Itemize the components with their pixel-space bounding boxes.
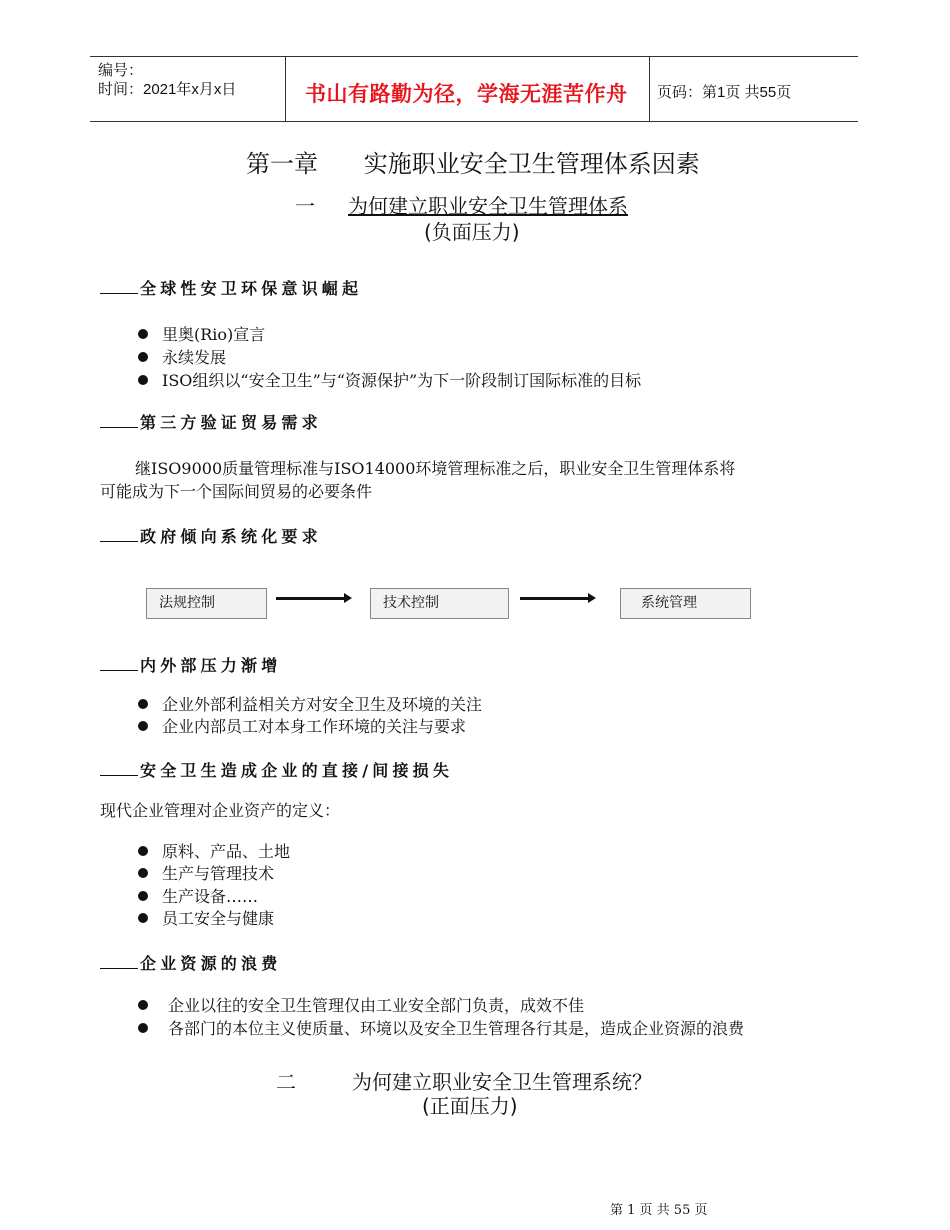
list-item	[138, 322, 265, 345]
topic-blank-line	[100, 762, 138, 776]
document-number-label: 编号：	[98, 62, 144, 79]
topic-heading	[100, 276, 362, 299]
topic-heading-text: 企业资源的浪费	[140, 954, 282, 973]
topic-blank-line	[100, 955, 138, 969]
topic-blank-line	[100, 528, 138, 542]
bullet-icon	[138, 352, 148, 362]
topic-heading	[100, 758, 453, 781]
list-item-text: 生产设备……	[162, 887, 259, 906]
list-item-text: ISO组织以“安全卫生”与“资源保护”为下一阶段制订国际标准的目标	[162, 371, 642, 390]
list-item-text: 原料、产品、土地	[162, 842, 291, 861]
list-item-text: 员工安全与健康	[162, 909, 275, 928]
bullet-icon	[138, 868, 148, 878]
list-item-text: 企业外部利益相关方对安全卫生及环境的关注	[162, 695, 483, 714]
list-item-text: 企业内部员工对本身工作环境的关注与要求	[162, 717, 467, 736]
header-divider-left	[285, 57, 286, 122]
topic-heading	[100, 951, 281, 974]
flow-arrow	[276, 597, 346, 600]
topic-blank-line	[100, 414, 138, 428]
section-title: 为何建立职业安全卫生管理系统？	[352, 1070, 652, 1094]
header-divider-right	[649, 57, 650, 122]
section-number: 二	[276, 1070, 296, 1094]
topic-heading-text: 安全卫生造成企业的直接/间接损失	[140, 761, 454, 780]
header-bottom-border	[90, 121, 858, 122]
bullet-icon	[138, 375, 148, 385]
bullet-icon	[138, 329, 148, 339]
topic-heading	[100, 653, 281, 676]
bullet-icon	[138, 1023, 148, 1033]
flow-step-box: 系统管理	[620, 588, 751, 619]
bullet-icon	[138, 913, 148, 923]
section-subtitle: (正面压力)	[422, 1094, 518, 1118]
list-item	[138, 993, 584, 1016]
header-page-info: 页码：第1页 共55页	[657, 84, 792, 101]
topic-heading	[100, 410, 322, 433]
assets-intro: 现代企业管理对企业资产的定义：	[100, 801, 341, 820]
topic-heading-text: 全球性安卫环保意识崛起	[140, 279, 363, 298]
list-item	[138, 692, 482, 715]
paragraph-line: 继ISO9000质量管理标准与ISO14000环境管理标准之后，职业安全卫生管理体系将	[135, 459, 736, 478]
list-item	[138, 861, 274, 884]
list-item-text: 各部门的本位主义使质量、环境以及安全卫生管理各行其是，造成企业资源的浪费	[168, 1019, 745, 1038]
section-subtitle: (负面压力)	[424, 220, 520, 244]
flow-step-box: 法规控制	[146, 588, 267, 619]
topic-heading-text: 政府倾向系统化要求	[140, 527, 322, 546]
section-number: 一	[295, 194, 315, 218]
bullet-icon	[138, 721, 148, 731]
bullet-icon	[138, 891, 148, 901]
document-time-label: 时间：2021年x月x日	[98, 81, 237, 98]
list-item-text: 企业以往的安全卫生管理仅由工业安全部门负责，成效不佳	[168, 996, 585, 1015]
bullet-icon	[138, 846, 148, 856]
header-top-border	[90, 56, 858, 57]
page-footer: 第 1 页 共 55 页	[610, 1203, 708, 1218]
list-item-text: 生产与管理技术	[162, 864, 275, 883]
topic-heading	[100, 524, 322, 547]
topic-blank-line	[100, 657, 138, 671]
list-item	[138, 345, 226, 368]
flow-step-box: 技术控制	[370, 588, 509, 619]
list-item	[138, 714, 466, 737]
list-item	[138, 1016, 744, 1039]
topic-heading-text: 第三方验证贸易需求	[140, 413, 322, 432]
bullet-icon	[138, 1000, 148, 1010]
list-item-text: 永续发展	[162, 348, 227, 367]
topic-blank-line	[100, 280, 138, 294]
bullet-icon	[138, 699, 148, 709]
paragraph-line: 可能成为下一个国际间贸易的必要条件	[100, 482, 373, 501]
list-item	[138, 368, 641, 391]
list-item	[138, 906, 274, 929]
section-title: 为何建立职业安全卫生管理体系	[348, 194, 628, 218]
list-item-text: 里奥(Rio)宣言	[162, 325, 266, 344]
topic-heading-text: 内外部压力渐增	[140, 656, 282, 675]
flow-arrow	[520, 597, 590, 600]
chapter-title: 第一章 实施职业安全卫生管理体系因素	[246, 150, 700, 178]
header-motto: 书山有路勤为径，学海无涯苦作舟	[305, 82, 628, 106]
list-item	[138, 839, 290, 862]
list-item	[138, 884, 258, 907]
